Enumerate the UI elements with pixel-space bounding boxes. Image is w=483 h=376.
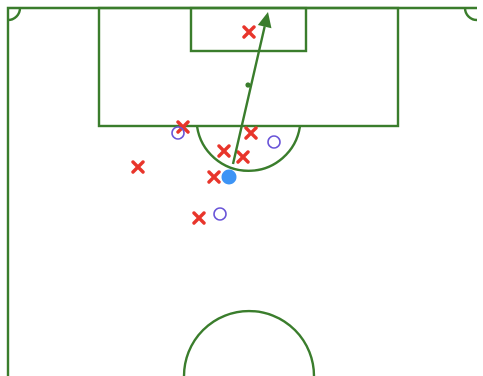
- defender-cross-marker: [194, 213, 204, 223]
- defender-cross-marker: [238, 152, 248, 162]
- defender-cross-marker: [244, 27, 254, 37]
- centre-circle: [184, 311, 314, 376]
- defender-cross-marker: [246, 128, 256, 138]
- teammate-ring-marker: [214, 208, 226, 220]
- pass-arrow-head: [258, 12, 272, 28]
- penalty-area: [99, 8, 398, 126]
- defender-cross-marker: [133, 162, 143, 172]
- pitch-boundary: [8, 8, 477, 376]
- defender-cross-marker: [209, 172, 219, 182]
- corner-arc-left: [8, 8, 20, 20]
- ball-carrier-marker: [222, 170, 237, 185]
- defender-cross-marker: [219, 146, 229, 156]
- corner-arc-right: [465, 8, 477, 20]
- pass-arrow-shaft: [233, 27, 265, 164]
- teammate-ring-marker: [268, 136, 280, 148]
